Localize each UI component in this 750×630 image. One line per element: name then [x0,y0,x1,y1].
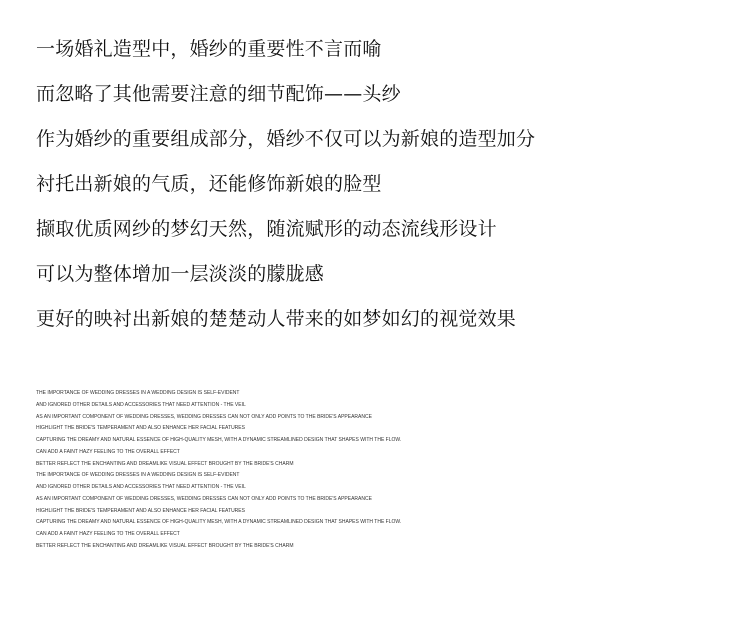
english-description-block [36,390,726,555]
chinese-line-2: 而忽略了其他需要注意的细节配饰——头纱 [36,83,401,105]
chinese-line-4: 衬托出新娘的气质，还能修饰新娘的脸型 [36,173,382,195]
english-line-10: AS AN IMPORTANT COMPONENT OF WEDDING DRESSES, WEDDING DRESSES CAN NOT ONLY ADD POINTS TO THE BRIDE'S APPEARANCE [36,495,372,502]
english-line-1: THE IMPORTANCE OF WEDDING DRESSES IN A WEDDING DESIGN IS SELF-EVIDENT [36,390,240,396]
english-line-8: THE IMPORTANCE OF WEDDING DRESSES IN A WEDDING DESIGN IS SELF-EVIDENT [36,472,240,479]
english-line-14: BETTER REFLECT THE ENCHANTING AND DREAMLIKE VISUAL EFFECT BROUGHT BY THE BRIDE'S CHARM [36,542,294,549]
english-line-2: AND IGNORED OTHER DETAILS AND ACCESSORIES THAT NEED ATTENTION - THE VEIL [36,401,246,408]
english-line-9: AND IGNORED OTHER DETAILS AND ACCESSORIES THAT NEED ATTENTION - THE VEIL [36,484,246,491]
chinese-line-6: 可以为整体增加一层淡淡的朦胧感 [36,263,325,285]
english-line-6: CAN ADD A FAINT HAZY FEELING TO THE OVERALL EFFECT [36,448,180,455]
english-line-13: CAN ADD A FAINT HAZY FEELING TO THE OVERALL EFFECT [36,531,180,538]
chinese-line-1: 一场婚礼造型中，婚纱的重要性不言而喻 [36,38,382,60]
chinese-line-3: 作为婚纱的重要组成部分，婚纱不仅可以为新娘的造型加分 [36,128,536,150]
chinese-line-7: 更好的映衬出新娘的楚楚动人带来的如梦如幻的视觉效果 [36,308,517,330]
english-line-5: CAPTURING THE DREAMY AND NATURAL ESSENCE OF HIGH-QUALITY MESH, WITH A DYNAMIC STREAMLINED DESIGN THAT SHAPES WITH THE FLOW. [36,437,402,444]
chinese-description-block [36,38,726,353]
english-line-4: HIGHLIGHT THE BRIDE'S TEMPERAMENT AND ALSO ENHANCE HER FACIAL FEATURES [36,425,245,432]
english-line-7: BETTER REFLECT THE ENCHANTING AND DREAMLIKE VISUAL EFFECT BROUGHT BY THE BRIDE'S CHARM [36,460,294,467]
english-line-11: HIGHLIGHT THE BRIDE'S TEMPERAMENT AND ALSO ENHANCE HER FACIAL FEATURES [36,507,245,514]
english-line-3: AS AN IMPORTANT COMPONENT OF WEDDING DRESSES, WEDDING DRESSES CAN NOT ONLY ADD POINTS TO THE BRIDE'S APPEARANCE [36,413,372,420]
english-line-12: CAPTURING THE DREAMY AND NATURAL ESSENCE OF HIGH-QUALITY MESH, WITH A DYNAMIC STREAMLINED DESIGN THAT SHAPES WITH THE FLOW. [36,519,402,526]
chinese-line-5: 撷取优质网纱的梦幻天然，随流赋形的动态流线形设计 [36,218,497,240]
